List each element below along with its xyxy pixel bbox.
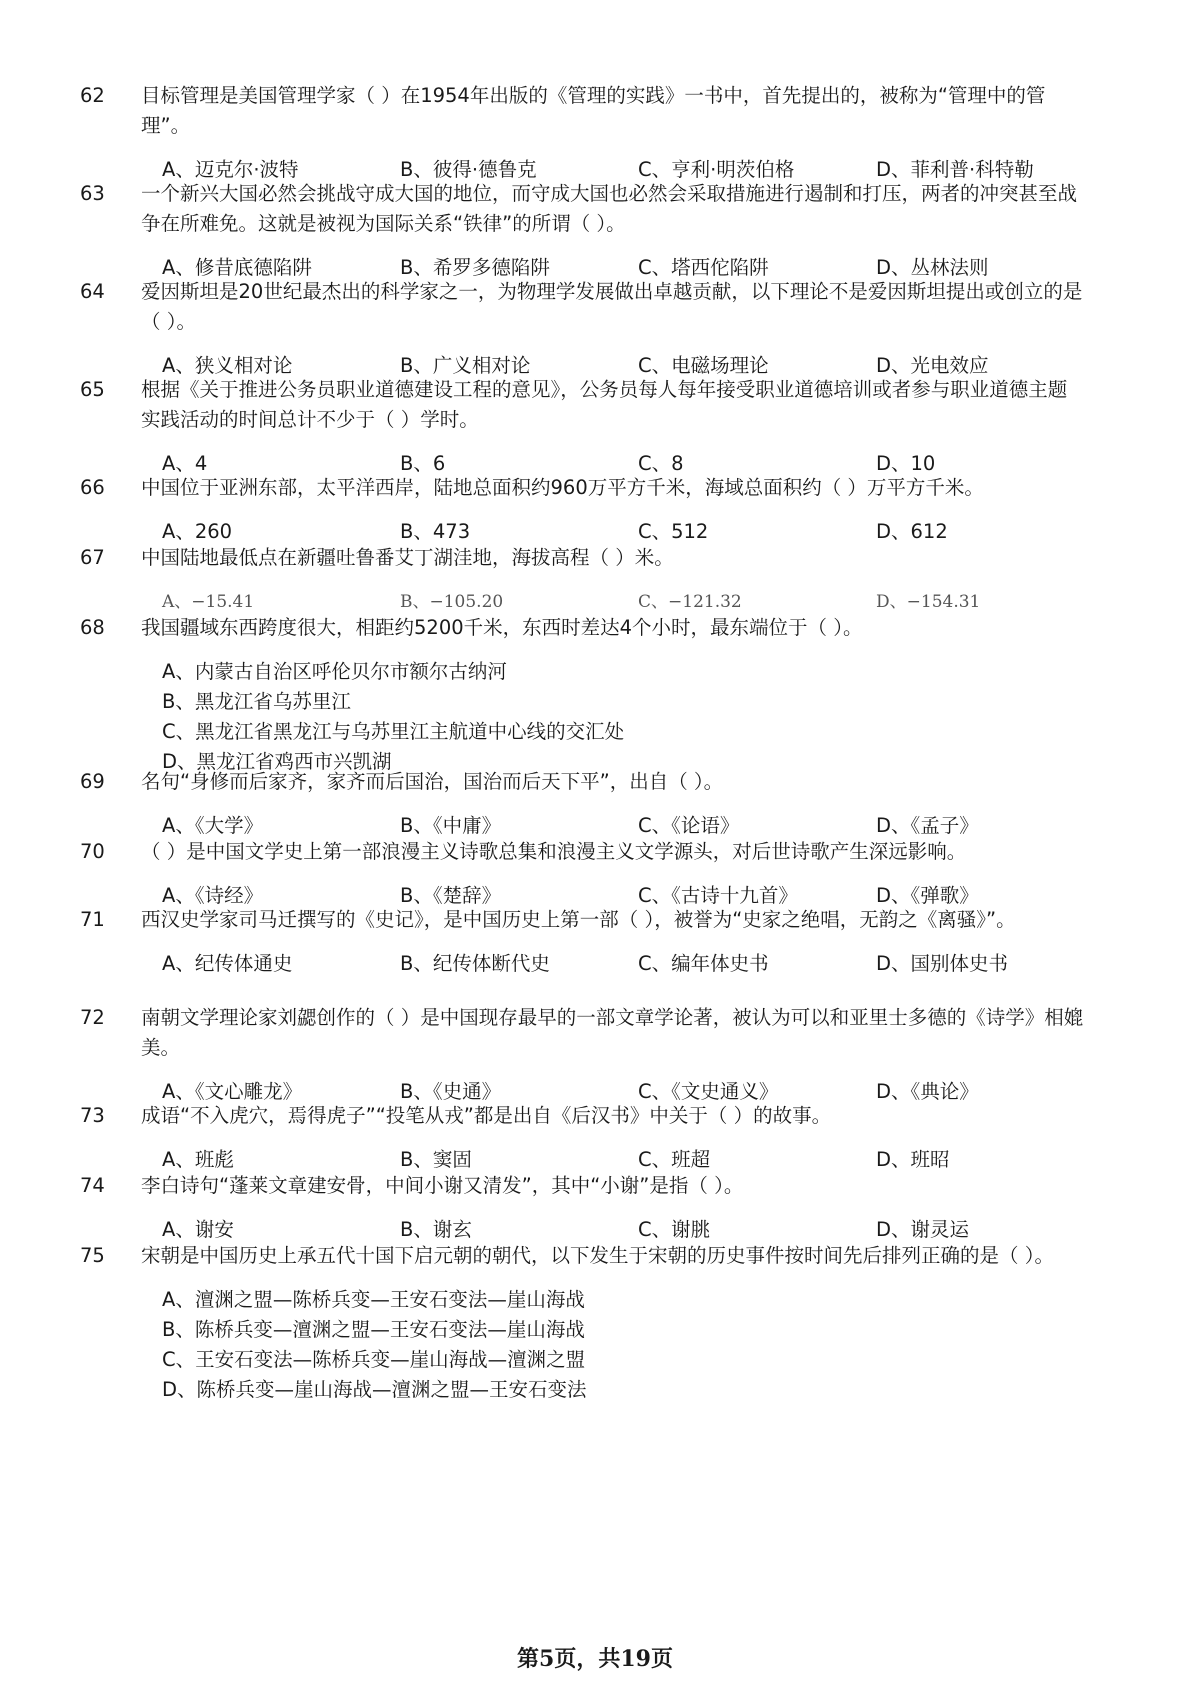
option-b: B、《楚辞》 xyxy=(400,884,502,907)
option-d: D、《弹歌》 xyxy=(876,884,979,907)
question-header xyxy=(80,277,1100,337)
option-d: D、谢灵运 xyxy=(876,1218,970,1241)
question-header xyxy=(80,767,1100,797)
options-list xyxy=(162,1285,1100,1405)
question-75 xyxy=(80,1241,1100,1405)
option-b: B、《中庸》 xyxy=(400,814,502,837)
question-stem: 一个新兴大国必然会挑战守成大国的地位，而守成大国也必然会采取措施进行遏制和打压，两者的冲突甚至战争在所难免。这就是被视为国际关系“铁律”的所谓（ ）。 xyxy=(141,182,1078,235)
question-70 xyxy=(80,837,1100,911)
option-d: D、国别体史书 xyxy=(876,952,1009,975)
option-b: B、6 xyxy=(400,452,446,475)
question-67 xyxy=(80,543,1100,617)
question-header xyxy=(80,837,1100,867)
option-c: C、《古诗十九首》 xyxy=(638,884,798,907)
question-header xyxy=(80,473,1100,503)
question-header xyxy=(80,905,1100,935)
option-a: A、内蒙古自治区呼伦贝尔市额尔古纳河 xyxy=(162,660,507,683)
option-c: C、电磁场理论 xyxy=(638,354,769,377)
question-74 xyxy=(80,1171,1100,1245)
question-69 xyxy=(80,767,1100,841)
question-header xyxy=(80,1171,1100,1201)
option-a: A、修昔底德陷阱 xyxy=(162,256,312,279)
question-stem: 根据《关于推进公务员职业道德建设工程的意见》，公务员每人每年接受职业道德培训或者参与职业道德主题实践活动的时间总计不少于（ ）学时。 xyxy=(141,378,1068,431)
question-header xyxy=(80,1101,1100,1131)
question-stem: 中国位于亚洲东部，太平洋西岸，陆地总面积约960万平方千米，海域总面积约（ ）万平方千米。 xyxy=(141,476,984,499)
option-a: A、《大学》 xyxy=(162,814,264,837)
option-d: D、−154.31 xyxy=(876,592,981,612)
option-b: B、473 xyxy=(400,520,471,543)
question-header xyxy=(80,1241,1100,1271)
question-header xyxy=(80,543,1100,573)
question-number: 69 xyxy=(80,770,105,793)
option-d: D、《典论》 xyxy=(876,1080,979,1103)
option-c: C、塔西佗陷阱 xyxy=(638,256,769,279)
option-c: C、谢朓 xyxy=(638,1218,711,1241)
option-d: D、菲利普·科特勒 xyxy=(876,158,1034,181)
option-b: B、纪传体断代史 xyxy=(400,952,550,975)
option-b: B、窦固 xyxy=(400,1148,472,1171)
question-header xyxy=(80,81,1100,141)
option-c: C、8 xyxy=(638,452,684,475)
question-number: 70 xyxy=(80,840,105,863)
option-b: B、−105.20 xyxy=(400,592,504,612)
option-d: D、班昭 xyxy=(876,1148,950,1171)
page-number-footer: 第5页，共19页 xyxy=(517,1646,673,1672)
question-71 xyxy=(80,905,1100,979)
question-number: 65 xyxy=(80,378,105,401)
option-b: B、彼得·德鲁克 xyxy=(400,158,537,181)
question-62 xyxy=(80,81,1100,185)
question-number: 73 xyxy=(80,1104,105,1127)
option-b: B、黑龙江省乌苏里江 xyxy=(162,690,351,713)
option-c: C、−121.32 xyxy=(638,592,742,612)
option-a: A、狭义相对论 xyxy=(162,354,293,377)
question-stem: 南朝文学理论家刘勰创作的（ ）是中国现存最早的一部文章学论著，被认为可以和亚里士多德的《诗学》相媲美。 xyxy=(141,1006,1084,1059)
option-d: D、10 xyxy=(876,452,936,475)
question-stem: 爱因斯坦是20世纪最杰出的科学家之一，为物理学发展做出卓越贡献，以下理论不是爱因斯坦提出或创立的是（ ）。 xyxy=(141,280,1083,333)
question-66 xyxy=(80,473,1100,547)
option-d: D、《孟子》 xyxy=(876,814,979,837)
options-list xyxy=(162,657,1100,777)
option-a: A、260 xyxy=(162,520,233,543)
option-c: C、《文史通义》 xyxy=(638,1080,779,1103)
question-65 xyxy=(80,375,1100,479)
question-73 xyxy=(80,1101,1100,1175)
question-number: 74 xyxy=(80,1174,105,1197)
question-64 xyxy=(80,277,1100,381)
question-stem: 李白诗句“蓬莱文章建安骨，中间小谢又清发”，其中“小谢”是指（ ）。 xyxy=(141,1174,744,1197)
option-a: A、4 xyxy=(162,452,208,475)
option-d: D、丛林法则 xyxy=(876,256,989,279)
option-c: C、512 xyxy=(638,520,709,543)
question-72 xyxy=(80,1003,1100,1107)
option-c: C、亨利·明茨伯格 xyxy=(638,158,795,181)
question-number: 66 xyxy=(80,476,105,499)
option-a: A、−15.41 xyxy=(162,592,255,612)
question-stem: 中国陆地最低点在新疆吐鲁番艾丁湖洼地，海拔高程（ ）米。 xyxy=(141,546,674,569)
question-stem: 名句“身修而后家齐，家齐而后国治，国治而后天下平”，出自（ ）。 xyxy=(141,770,724,793)
question-number: 67 xyxy=(80,546,105,569)
question-number: 75 xyxy=(80,1244,105,1267)
question-number: 63 xyxy=(80,182,105,205)
option-a: A、《文心雕龙》 xyxy=(162,1080,303,1103)
option-d: D、陈桥兵变—崖山海战—澶渊之盟—王安石变法 xyxy=(162,1378,587,1401)
question-stem: 成语“不入虎穴，焉得虎子”“投笔从戎”都是出自《后汉书》中关于（ ）的故事。 xyxy=(141,1104,832,1127)
option-c: C、黑龙江省黑龙江与乌苏里江主航道中心线的交汇处 xyxy=(162,720,625,743)
question-header xyxy=(80,375,1100,435)
question-number: 71 xyxy=(80,908,105,931)
option-a: A、谢安 xyxy=(162,1218,234,1241)
question-stem: 宋朝是中国历史上承五代十国下启元朝的朝代，以下发生于宋朝的历史事件按时间先后排列正确的是（ ）。 xyxy=(141,1244,1054,1267)
option-b: B、陈桥兵变—澶渊之盟—王安石变法—崖山海战 xyxy=(162,1318,585,1341)
question-number: 72 xyxy=(80,1006,105,1029)
option-b: B、《史通》 xyxy=(400,1080,502,1103)
options-row xyxy=(162,949,1100,979)
option-a: A、班彪 xyxy=(162,1148,234,1171)
question-header xyxy=(80,179,1100,239)
question-stem: 西汉史学家司马迁撰写的《史记》，是中国历史上第一部（ ），被誉为“史家之绝唱，无韵之《离骚》”。 xyxy=(141,908,1016,931)
option-b: B、希罗多德陷阱 xyxy=(400,256,550,279)
option-c: C、《论语》 xyxy=(638,814,740,837)
option-c: C、王安石变法—陈桥兵变—崖山海战—澶渊之盟 xyxy=(162,1348,586,1371)
option-c: C、编年体史书 xyxy=(638,952,769,975)
option-b: B、广义相对论 xyxy=(400,354,531,377)
question-stem: （ ）是中国文学史上第一部浪漫主义诗歌总集和浪漫主义文学源头，对后世诗歌产生深远影响。 xyxy=(141,840,967,863)
option-a: A、纪传体通史 xyxy=(162,952,293,975)
option-d: D、黑龙江省鸡西市兴凯湖 xyxy=(162,750,392,773)
question-number: 62 xyxy=(80,84,105,107)
option-d: D、612 xyxy=(876,520,948,543)
question-stem: 目标管理是美国管理学家（ ）在1954年出版的《管理的实践》一书中，首先提出的，被称为“管理中的管理”。 xyxy=(141,84,1046,137)
question-header xyxy=(80,613,1100,643)
option-a: A、澶渊之盟—陈桥兵变—王安石变法—崖山海战 xyxy=(162,1288,585,1311)
option-d: D、光电效应 xyxy=(876,354,989,377)
question-stem: 我国疆域东西跨度很大，相距约5200千米，东西时差达4个小时，最东端位于（ ）。 xyxy=(141,616,863,639)
question-number: 68 xyxy=(80,616,105,639)
question-68 xyxy=(80,613,1100,777)
question-header xyxy=(80,1003,1100,1063)
option-a: A、《诗经》 xyxy=(162,884,264,907)
question-63 xyxy=(80,179,1100,283)
option-b: B、谢玄 xyxy=(400,1218,472,1241)
option-a: A、迈克尔·波特 xyxy=(162,158,299,181)
question-number: 64 xyxy=(80,280,105,303)
option-c: C、班超 xyxy=(638,1148,711,1171)
